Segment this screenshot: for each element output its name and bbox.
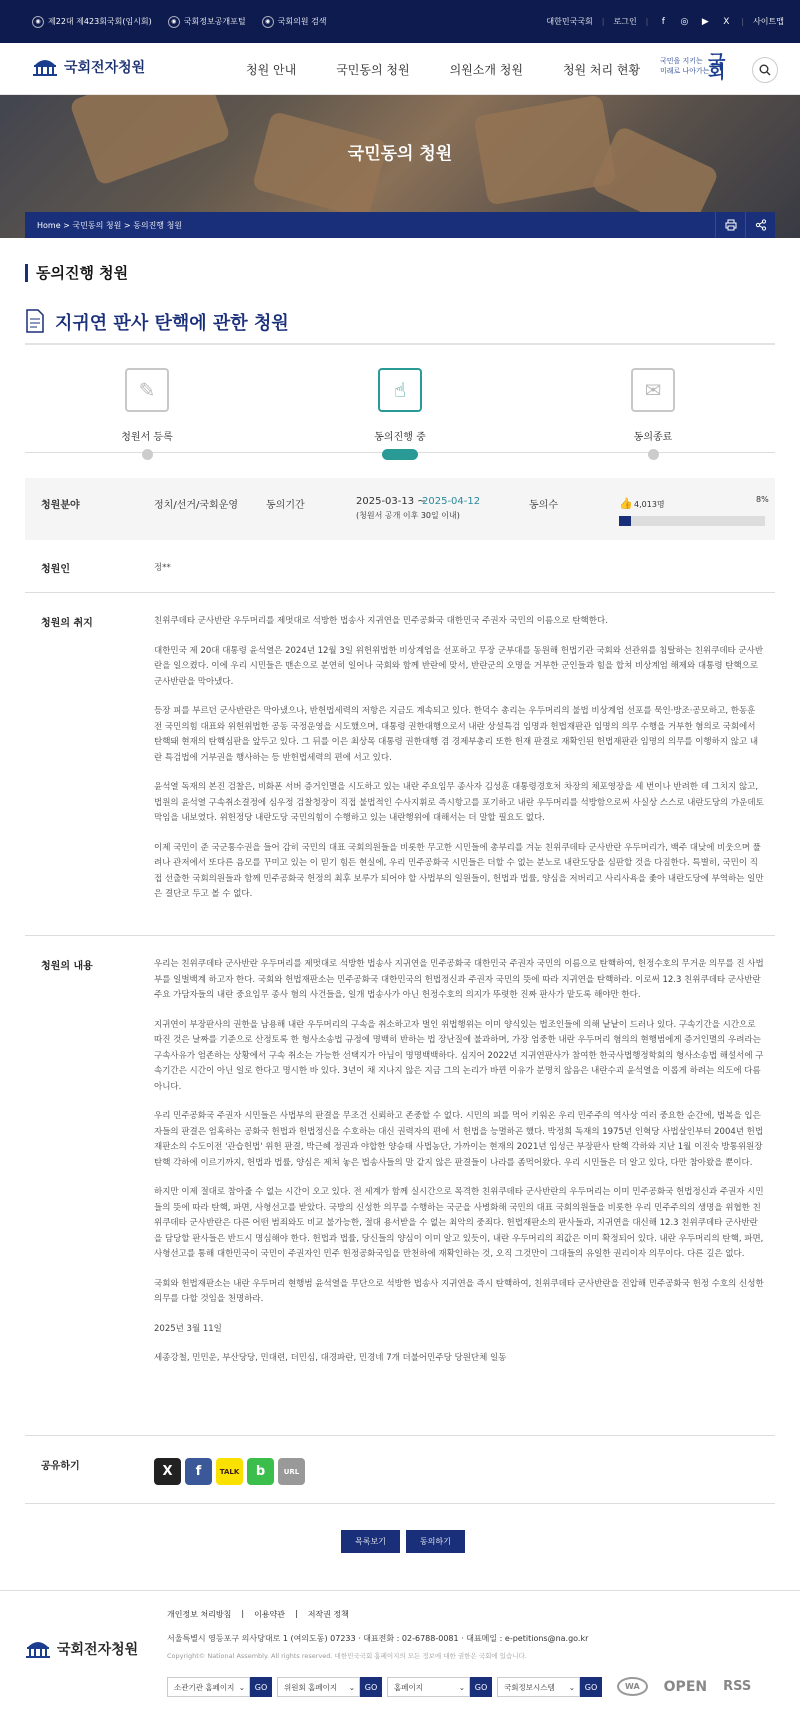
content-row bbox=[25, 937, 775, 1436]
login-link[interactable]: 로그인 bbox=[613, 17, 637, 26]
step-in-progress bbox=[320, 360, 480, 460]
share-button[interactable] bbox=[745, 212, 775, 238]
step-dot bbox=[648, 449, 659, 460]
paragraph: 국회와 헌법재판소는 내란 우두머리 현행범 윤석열을 무단으로 석방한 법송사 지귀연을 즉시 탄핵하여, 친위쿠데타 군사반란을 진압해 민주공화국 헌정 수호의 신성한 의무를 다할 것임을 천명하라. bbox=[154, 1278, 764, 1304]
step-label: 청원서 등록 bbox=[121, 432, 173, 443]
chevron-down-icon: ⌄ bbox=[458, 1682, 465, 1692]
petitioner-label: 청원인 bbox=[41, 564, 70, 575]
step-registered bbox=[67, 360, 227, 460]
document-icon bbox=[25, 309, 45, 333]
x-share-icon[interactable]: X bbox=[154, 1458, 181, 1485]
step-dot bbox=[142, 449, 153, 460]
homepage-select[interactable] bbox=[387, 1677, 492, 1697]
purpose-row bbox=[25, 594, 775, 936]
divider: | bbox=[601, 17, 605, 26]
kakaotalk-share-icon[interactable]: TALK bbox=[216, 1458, 243, 1485]
step-closed bbox=[573, 360, 733, 460]
top-link-member-search[interactable]: ◉ 국회의원 검색 bbox=[262, 16, 327, 28]
period-end: 2025-04-12 bbox=[422, 496, 481, 507]
progress-steps bbox=[25, 360, 775, 450]
paragraph: 2025년 3월 11일 bbox=[154, 1323, 222, 1334]
top-right-links bbox=[546, 0, 784, 43]
wa-mark-icon: WA bbox=[617, 1677, 648, 1696]
nav-public-petition[interactable]: 국민동의 청원 bbox=[336, 62, 410, 77]
main-header bbox=[0, 43, 800, 95]
go-button[interactable]: GO bbox=[470, 1677, 492, 1697]
count-label: 동의수 bbox=[529, 500, 558, 511]
content-text bbox=[154, 957, 766, 1381]
step-label: 동의종료 bbox=[633, 432, 673, 443]
top-utility-bar bbox=[0, 0, 800, 43]
field-value: 정치/선거/국회운영 bbox=[154, 500, 239, 511]
paragraph: 하지만 이제 절대로 참아줄 수 없는 시간이 오고 있다. 전 세계가 함께 실시간으로 목격한 친위쿠데타 군사반란의 우두머리는 이미 민주공화국 헌법정신과 주권자 시민들의 뜻에 따라 탄핵, 파면, 사형선고를 받았다. 국방의 신성한 의무를 수행하는 국군을 사병화해 국민의 대표 국회의원들을 비롯한 우리 민주주의의 생명을 위협한 친위쿠데타 군사반란은 다른 어떤 범죄와도 비교 불가능한, 절대 용서받을 수 없는 최악의 중죄다. 헌법재판소의 판사들과, 지귀연을 대신해 12.3 친위쿠데타 군사반란을 담당할 판사들은 반드시 명심해야 한다. 헌법과 법률, 당신들의 양심이 이미 알고 있듯이, 내란 우두머리의 죄값은 이미 확정되어 있다. 내란 우두머리의 탄핵, 파면, 사형선고를 통해 대한민국이 국민이 주권자인 민주 헌정공화국임을 만천하에 재확인하는 것, 오직 그것만이 그대들의 유일한 권리이자 의무이다. 다른 길은 없다. bbox=[154, 1187, 764, 1259]
petition-summary bbox=[25, 478, 775, 540]
nav-guide[interactable]: 청원 안내 bbox=[246, 62, 297, 77]
section-title: 동의진행 청원 bbox=[25, 264, 128, 282]
band-share-icon[interactable]: b bbox=[247, 1458, 274, 1485]
agency-select[interactable] bbox=[167, 1677, 272, 1697]
print-icon bbox=[725, 219, 737, 231]
select-label: 홈페이지 bbox=[394, 1682, 423, 1692]
open-mark-icon: OPEN bbox=[663, 1678, 708, 1695]
paragraph: 지귀연이 부장판사의 권한을 남용해 내란 우두머리의 구속을 취소하고자 벌인 위법행위는 이미 양식있는 법조인들에 의해 낱낱이 드러나 있다. 구속기간을 시간으로 따진 것은 날짜를 기준으로 산정토록 한 형사소송법 규정에 명백히 반하는 법 장난질에 불과하며, 가장 엄중한 내란 우두머리 혐의의 현행범에게 증거인멸의 우려라는 구속사유가 엄존하는 상황에서 구속 취소는 가능한 선택지가 아님이 명명백백하다. 심지어 2022년 지귀연판사가 참여한 한국사법행정학회의 형사소송법 해설서에 구속기간은 시간이 아닌 일로 한다고 명시한 바 있다. 3년이 채 지나지 않은 지금 그의 논리가 바뀐 이유가 분명치 않음은 내란수괴 윤석열을 이롭게 하려는 의도에 다름 아니다. bbox=[154, 1019, 764, 1092]
seal-icon: ◉ bbox=[168, 16, 180, 28]
copyright-policy-link[interactable]: 저작권 정책 bbox=[307, 1610, 349, 1619]
certificate-icon: ✉ bbox=[631, 368, 675, 412]
paragraph: 윤석열 독재의 본진 검찰은, 비화폰 서버 증거인멸을 시도하고 있는 내란 주요임무 종사자 김성훈 대통령경호처 차장의 체포영장을 세 번이나 반려한 데 그치지 않고, 법원의 윤석열 구속취소결정에 심우정 검찰청장이 직접 불법적인 수사지휘로 즉시항고를 포기하고 내란 우두머리를 석방함으로써 사실상 스스로 내란도당의 가운데토막임을 내보였다. 위헌정당 내란도당 국민의힘이 수행하고 있는 내란행위에 대해서는 더 말할 필요도 없다. bbox=[154, 782, 764, 823]
x-icon[interactable]: X bbox=[723, 16, 730, 27]
petition-title-row bbox=[25, 309, 775, 345]
consent-progress-bar bbox=[619, 516, 765, 526]
breadcrumb[interactable]: Home > 국민동의 청원 > 동의진행 청원 bbox=[37, 221, 183, 230]
assembly-link[interactable]: 대한민국국회 bbox=[546, 17, 593, 26]
footer-copyright: Copyright© National Assembly. All rights reserved. 대한민국국회 홈페이지의 모든 정보에 대한 권한은 국회에 있습니다. bbox=[167, 1652, 527, 1660]
page-title: 국민동의 청원 bbox=[347, 144, 453, 164]
paragraph: 우리는 친위쿠데타 군사반란 우두머리를 제멋대로 석방한 법송사 지귀연을 민주공화국 대한민국 주권자 국민의 이름으로 탄핵하여, 헌정수호의 무거운 의무를 진 사법부를 일벌백계 하고자 한다. 국회와 헌법재판소는 민주공화국 대한민국의 헌법정신과 주권자 국민의 뜻에 따라 지귀연을 탄핵하라. 이로써 12.3 친위쿠데타 군사반란 주요 가담자들의 내란 중요임무 종사 혐의 사건들을, 일개 법송사가 아닌 헌정수호의 의지가 뚜렷한 진짜 판사가 맡도록 해야만 한다. bbox=[154, 959, 764, 1000]
go-button[interactable]: GO bbox=[580, 1677, 602, 1697]
footer-links bbox=[167, 1609, 349, 1620]
nav-member-petition[interactable]: 의원소개 청원 bbox=[449, 62, 523, 77]
seal-icon: ◉ bbox=[32, 16, 44, 28]
thumbs-up-icon: 👍 bbox=[619, 497, 633, 510]
privacy-link[interactable]: 개인정보 처리방침 bbox=[167, 1610, 232, 1619]
top-link-session[interactable]: ◉ 제22대 제423회국회(임시회) bbox=[32, 16, 152, 28]
footer-certifications bbox=[617, 1677, 751, 1696]
select-label: 국회정보시스템 bbox=[504, 1682, 555, 1692]
petition-title: 지귀연 판사 탄핵에 관한 청원 bbox=[55, 313, 289, 334]
print-button[interactable] bbox=[715, 212, 745, 238]
slogan-line-2: 미래로 나아가는 bbox=[660, 67, 710, 75]
petitioner-value: 정** bbox=[154, 563, 171, 573]
go-button[interactable]: GO bbox=[360, 1677, 382, 1697]
committee-select[interactable] bbox=[277, 1677, 382, 1697]
share-row bbox=[25, 1437, 775, 1504]
purpose-text bbox=[154, 614, 766, 917]
period-start: 2025-03-13 ~ bbox=[356, 496, 426, 507]
select-label: 소관기관 홈페이지 bbox=[174, 1682, 235, 1692]
nav-status[interactable]: 청원 처리 현황 bbox=[562, 62, 641, 77]
count-value: 4,013명 bbox=[634, 500, 665, 509]
breadcrumb-bar bbox=[25, 212, 775, 238]
system-select[interactable] bbox=[497, 1677, 602, 1697]
count-percent: 8% bbox=[756, 495, 769, 504]
petitioner-row bbox=[25, 540, 775, 593]
laptop-click-icon: ☝ bbox=[378, 368, 422, 412]
period-label: 동의기간 bbox=[266, 500, 305, 511]
paragraph: 대한민국 제 20대 대통령 윤석열은 2024년 12월 3일 위헌위법한 비상계엄을 선포하고 무장 군부대를 동원해 헌법기관 국회와 선관위를 침탈하는 친위쿠데타 군사반란을 일으켰다. 이에 우리 시민들은 맨손으로 분연히 일어나 국회와 함께 반란에 맞서, 반란군의 오명을 거부한 군인들과 힘을 합쳐 비상계엄 해제와 대통령 탄핵으로 군사반란을 막아냈다. bbox=[154, 645, 764, 687]
top-link-portal[interactable]: ◉ 국회정보공개포털 bbox=[168, 16, 246, 28]
main-nav bbox=[246, 43, 640, 95]
select-label: 위원회 홈페이지 bbox=[284, 1682, 338, 1692]
chevron-down-icon: ⌄ bbox=[568, 1682, 575, 1692]
divider: | bbox=[241, 1609, 245, 1618]
share-label: 공유하기 bbox=[41, 1461, 80, 1472]
footer bbox=[0, 1590, 800, 1716]
slogan-line-1: 국민을 지키는 bbox=[660, 57, 703, 65]
footer-address: 서울특별시 영등포구 의사당대로 1 (여의도동) 07233 · 대표전화 : 02-6788-0081 · 대표메일 : e-petitions@na.go.kr bbox=[167, 1634, 589, 1643]
footer-logo bbox=[25, 1639, 138, 1659]
search-icon bbox=[759, 64, 771, 76]
assembly-building-icon bbox=[25, 1639, 51, 1659]
slogan-word: 국회 bbox=[708, 52, 726, 83]
url-copy-icon[interactable]: URL bbox=[278, 1458, 305, 1485]
paragraph: 친위쿠데타 군사반란 우두머리를 제멋대로 석방한 법송사 지귀연을 민주공화국 대한민국 주권자 국민의 이름으로 탄핵한다. bbox=[154, 616, 608, 626]
step-dot bbox=[382, 449, 418, 460]
footer-logo-text: 국회전자청원 bbox=[57, 1642, 139, 1658]
divider: | bbox=[741, 17, 745, 26]
search-button[interactable] bbox=[752, 57, 778, 83]
site-logo-text: 국회전자청원 bbox=[64, 60, 146, 76]
pencil-document-icon: ✎ bbox=[125, 368, 169, 412]
paragraph: 세종강철, 민민운, 부산당당, 민대련, 더민심, 대경파란, 민경네 7개 더불어민주당 당원단체 일동 bbox=[154, 1353, 507, 1363]
period-note: (청원서 공개 이후 30일 이내) bbox=[356, 511, 460, 520]
purpose-label: 청원의 취지 bbox=[41, 618, 93, 629]
content-label: 청원의 내용 bbox=[41, 961, 93, 972]
agree-button[interactable]: 동의하기 bbox=[406, 1530, 465, 1553]
slogan-badge bbox=[660, 52, 726, 83]
sitemap-link[interactable]: 사이트맵 bbox=[753, 17, 784, 26]
list-button[interactable]: 목록보기 bbox=[341, 1530, 400, 1553]
progress-fill bbox=[619, 516, 631, 526]
top-links bbox=[32, 0, 327, 43]
facebook-share-icon[interactable]: f bbox=[185, 1458, 212, 1485]
divider: | bbox=[295, 1609, 298, 1618]
divider: | bbox=[645, 17, 649, 26]
chevron-down-icon: ⌄ bbox=[348, 1682, 355, 1692]
paragraph: 이제 국민이 준 국군통수권을 들어 감히 국민의 대표 국회의원들을 비롯한 무고한 시민들에 총부리를 겨눈 친위쿠데타 군사반란 우두머리가, 백주 대낮에 비웃으며 풀려나 관저에서 또다른 음모를 꾸미고 있는 이 믿기 힘든 현실에, 우리 민주공화국 시민들은 더할 수 없는 분노로 내란도당을 심판할 것을 다짐한다. 특별히, 국민이 직접 선출한 국회의원들과 함께 민주공화국 헌정의 최후 보루가 되어야 할 사법부의 일원들이, 헌법과 법률, 양심을 저버리고 사리사욕을 좇아 내란도당에 부역하는 일만은 결단코 두고 볼 수 없다. bbox=[154, 842, 764, 899]
site-logo[interactable] bbox=[32, 57, 145, 77]
terms-link[interactable]: 이용약관 bbox=[254, 1610, 285, 1619]
seal-icon: ◉ bbox=[262, 16, 274, 28]
youtube-icon[interactable]: ▶ bbox=[701, 16, 709, 27]
assembly-building-icon bbox=[32, 57, 58, 77]
chevron-down-icon: ⌄ bbox=[238, 1682, 245, 1692]
field-label: 청원분야 bbox=[41, 500, 80, 511]
go-button[interactable]: GO bbox=[250, 1677, 272, 1697]
rss-icon[interactable]: RSS bbox=[723, 1679, 752, 1694]
action-buttons bbox=[341, 1530, 465, 1553]
step-label: 동의진행 중 bbox=[374, 432, 426, 443]
paragraph: 등장 피를 부르던 군사반란은 막아냈으나, 반헌법세력의 저항은 지금도 계속되고 있다. 한덕수 총리는 우두머리의 불법 비상계엄 선포를 묵인·방조·공모하고, 한동훈 전 국민의힘 대표와 위헌위법한 공동 국정운영을 시도했으며, 대통령 권한대행으로서 내란 상설특검 임명과 헌법재판관 임명의 의무 수행을 거부한 혐의로 국회에서 탄핵돼 현재의 탄핵심판을 앞두고 있다. 그 뒤를 이은 최상목 대통령 권한대행 겸 경제부총리 또한 헌재 판결로 재확인된 헌법재판관 임명의 의무를 이행하지 않고 내란 특검법에 거부권을 행사하는 등 반헌법세력의 편에 서고 있다. bbox=[154, 706, 759, 763]
paragraph: 우리 민주공화국 주권자 시민들은 사법부의 판결을 무조건 신뢰하고 존중할 수 없다. 시민의 피를 먹어 키워온 우리 민주주의 역사상 여러 중요한 순간에, 법복을 입은 자들의 판결은 엄혹하는 공화국 헌법과 헌법정신을 수호하는 대신 권력자의 편에 서 헌법을 능멸하곤 했다. 박정희 독재의 1975년 인혁당 사법살인부터 2004년 헌법재판소의 수도이전 '관습헌법' 위헌 판결, 박근혜 정권과 야합한 양승태 사법농단, 가까이는 현재의 2021년 임성근 부장판사 탄핵 각하와 지난 1월 이진숙 방통위원장 탄핵 각하에 이르기까지, 헌법과 법률, 양심은 제쳐 놓은 법송사들의 말 같지 않은 판결들이 나라를 좀먹어왔다. 우리 시민들은 더 알고 있다, 다만 참아왔을 뿐이다. bbox=[154, 1111, 764, 1168]
share-buttons bbox=[154, 1458, 305, 1485]
facebook-icon[interactable]: f bbox=[661, 16, 665, 27]
share-icon bbox=[755, 219, 767, 231]
instagram-icon[interactable]: ◎ bbox=[680, 16, 689, 27]
